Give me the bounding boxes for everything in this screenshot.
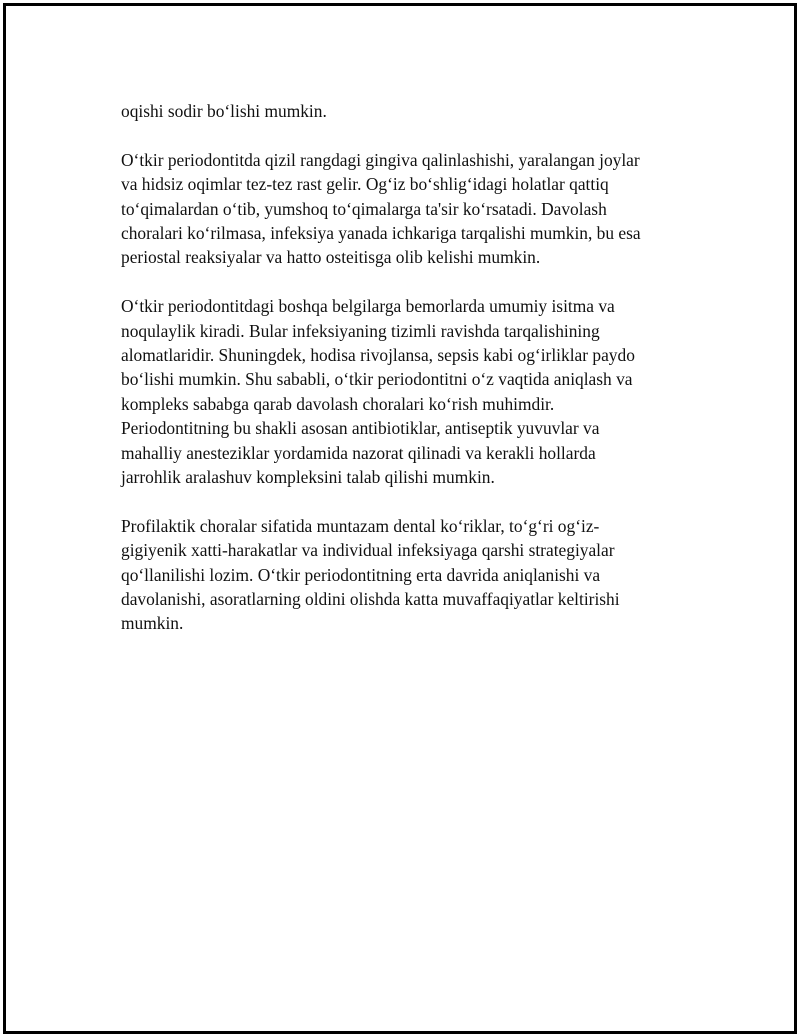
- text-line: va hidsiz oqimlar tez-tez rast gelir. Og‘iz bo‘shlig‘idagi holatlar qattiq: [121, 174, 609, 195]
- text-line: jarrohlik aralashuv kompleksini talab qilishi mumkin.: [121, 467, 495, 488]
- text-line: kompleks sababga qarab davolash choralari ko‘rish muhimdir.: [121, 393, 555, 414]
- text-line: to‘qimalardan o‘tib, yumshoq to‘qimalarga ta'sir ko‘rsatadi. Davolash: [121, 198, 607, 219]
- text-line: mumkin.: [121, 613, 184, 634]
- text-line: Periodontitning bu shakli asosan antibiotiklar, antiseptik yuvuvlar va: [121, 418, 600, 439]
- page-frame: [3, 3, 797, 1034]
- text-line: periostal reaksiyalar va hatto osteitisga olib kelishi mumkin.: [121, 247, 541, 268]
- paragraph-4: [121, 514, 681, 636]
- text-line: bo‘lishi mumkin. Shu sababli, o‘tkir periodontitni o‘z vaqtida aniqlash va: [121, 369, 633, 390]
- text-line: Profilaktik choralar sifatida muntazam dental ko‘riklar, to‘g‘ri og‘iz-: [121, 515, 600, 536]
- text-line: qo‘llanilishi lozim. O‘tkir periodontitning erta davrida aniqlanishi va: [121, 564, 601, 585]
- text-line: davolanishi, asoratlarning oldini olishda katta muvaffaqiyatlar keltirishi: [121, 589, 620, 610]
- text-line: noqulaylik kiradi. Bular infeksiyaning tizimli ravishda tarqalishining: [121, 320, 600, 341]
- paragraph-3: [121, 294, 681, 489]
- text-line: O‘tkir periodontitdagi boshqa belgilarga bemorlarda umumiy isitma va: [121, 296, 615, 317]
- text-line: mahalliy anesteziklar yordamida nazorat qilinadi va kerakli hollarda: [121, 442, 596, 463]
- text-line: gigiyenik xatti-harakatlar va individual infeksiyaga qarshi strategiyalar: [121, 540, 615, 561]
- document-body: [121, 99, 681, 660]
- text-line: alomatlaridir. Shuningdek, hodisa rivojlansa, sepsis kabi og‘irliklar paydo: [121, 345, 635, 366]
- paragraph-2: [121, 148, 681, 270]
- text-line: O‘tkir periodontitda qizil rangdagi gingiva qalinlashishi, yaralangan joylar: [121, 149, 640, 170]
- text-line: oqishi sodir bo‘lishi mumkin.: [121, 101, 327, 121]
- paragraph-1: [121, 99, 681, 123]
- text-line: choralari ko‘rilmasa, infeksiya yanada ichkariga tarqalishi mumkin, bu esa: [121, 223, 641, 244]
